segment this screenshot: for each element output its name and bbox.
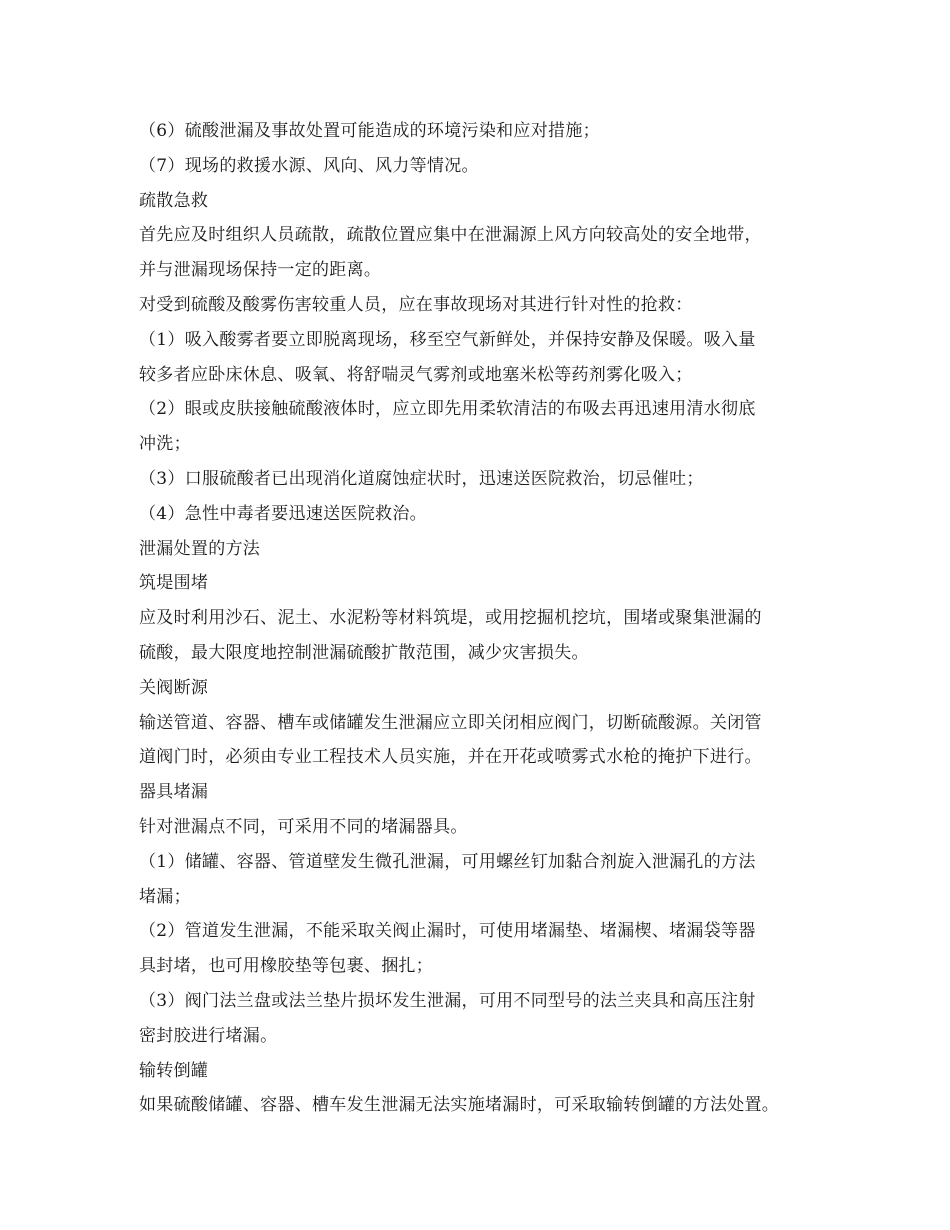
- list-item-7: （7）现场的救援水源、风向、风力等情况。: [139, 155, 479, 176]
- subheading-plugging-tools: 器具堵漏: [139, 782, 209, 803]
- document-body: [139, 114, 839, 1123]
- list-item-2: （2）眼或皮肤接触硫酸液体时，应立即先用柔软清洁的布吸去再迅速用清水彻底: [139, 399, 756, 420]
- paragraph-line: 首先应及时组织人员疏散，疏散位置应集中在泄漏源上风方向较高处的安全地带，: [139, 225, 762, 246]
- list-item-1-cont: 堵漏；: [139, 886, 191, 907]
- list-item-3-cont: 密封胶进行堵漏。: [139, 1025, 278, 1046]
- section-heading-leak-handling: 泄漏处置的方法: [139, 538, 261, 559]
- list-item-1-cont: 较多者应卧床休息、吸氧、将舒喘灵气雾剂或地塞米松等药剂雾化吸入；: [139, 364, 693, 385]
- list-item-4: （4）急性中毒者要迅速送医院救治。: [139, 503, 427, 524]
- subheading-valve-shutoff: 关阀断源: [139, 677, 209, 698]
- list-item-1: （1）储罐、容器、管道壁发生微孔泄漏，可用螺丝钉加黏合剂旋入泄漏孔的方法: [139, 851, 756, 872]
- paragraph-line: 并与泄漏现场保持一定的距离。: [139, 260, 382, 281]
- list-item-2-cont: 具封堵，也可用橡胶垫等包裹、捆扎；: [139, 956, 434, 977]
- subheading-dike: 筑堤围堵: [139, 573, 209, 594]
- paragraph-line: 对受到硫酸及酸雾伤害较重人员，应在事故现场对其进行针对性的抢救：: [139, 294, 693, 315]
- list-item-3: （3）口服硫酸者已出现消化道腐蚀症状时，迅速送医院救治，切忌催吐；: [139, 468, 704, 489]
- paragraph-line: 针对泄漏点不同，可采用不同的堵漏器具。: [139, 816, 468, 837]
- list-item-2-cont: 冲洗；: [139, 434, 191, 455]
- paragraph-line: 应及时利用沙石、泥土、水泥粉等材料筑堤，或用挖掘机挖坑，围堵或聚集泄漏的: [139, 608, 762, 629]
- paragraph-line: 硫酸，最大限度地控制泄漏硫酸扩散范围，减少灾害损失。: [139, 642, 589, 663]
- subheading-transfer-tank: 输转倒罐: [139, 1060, 209, 1081]
- list-item-2: （2）管道发生泄漏，不能采取关阀止漏时，可使用堵漏垫、堵漏楔、堵漏袋等器: [139, 921, 756, 942]
- paragraph-line: 道阀门时，必须由专业工程技术人员实施，并在开花或喷雾式水枪的掩护下进行。: [139, 747, 762, 768]
- list-item-1: （1）吸入酸雾者要立即脱离现场，移至空气新鲜处，并保持安静及保暖。吸入量: [139, 329, 756, 350]
- paragraph-line: 输送管道、容器、槽车或储罐发生泄漏应立即关闭相应阀门，切断硫酸源。关闭管: [139, 712, 762, 733]
- section-heading-evacuation: 疏散急救: [139, 190, 209, 211]
- paragraph-line: 如果硫酸储罐、容器、槽车发生泄漏无法实施堵漏时，可采取输转倒罐的方法处置。: [139, 1095, 780, 1116]
- list-item-3: （3）阀门法兰盘或法兰垫片损坏发生泄漏，可用不同型号的法兰夹具和高压注射: [139, 990, 756, 1011]
- list-item-6: （6）硫酸泄漏及事故处置可能造成的环境污染和应对措施；: [139, 121, 600, 141]
